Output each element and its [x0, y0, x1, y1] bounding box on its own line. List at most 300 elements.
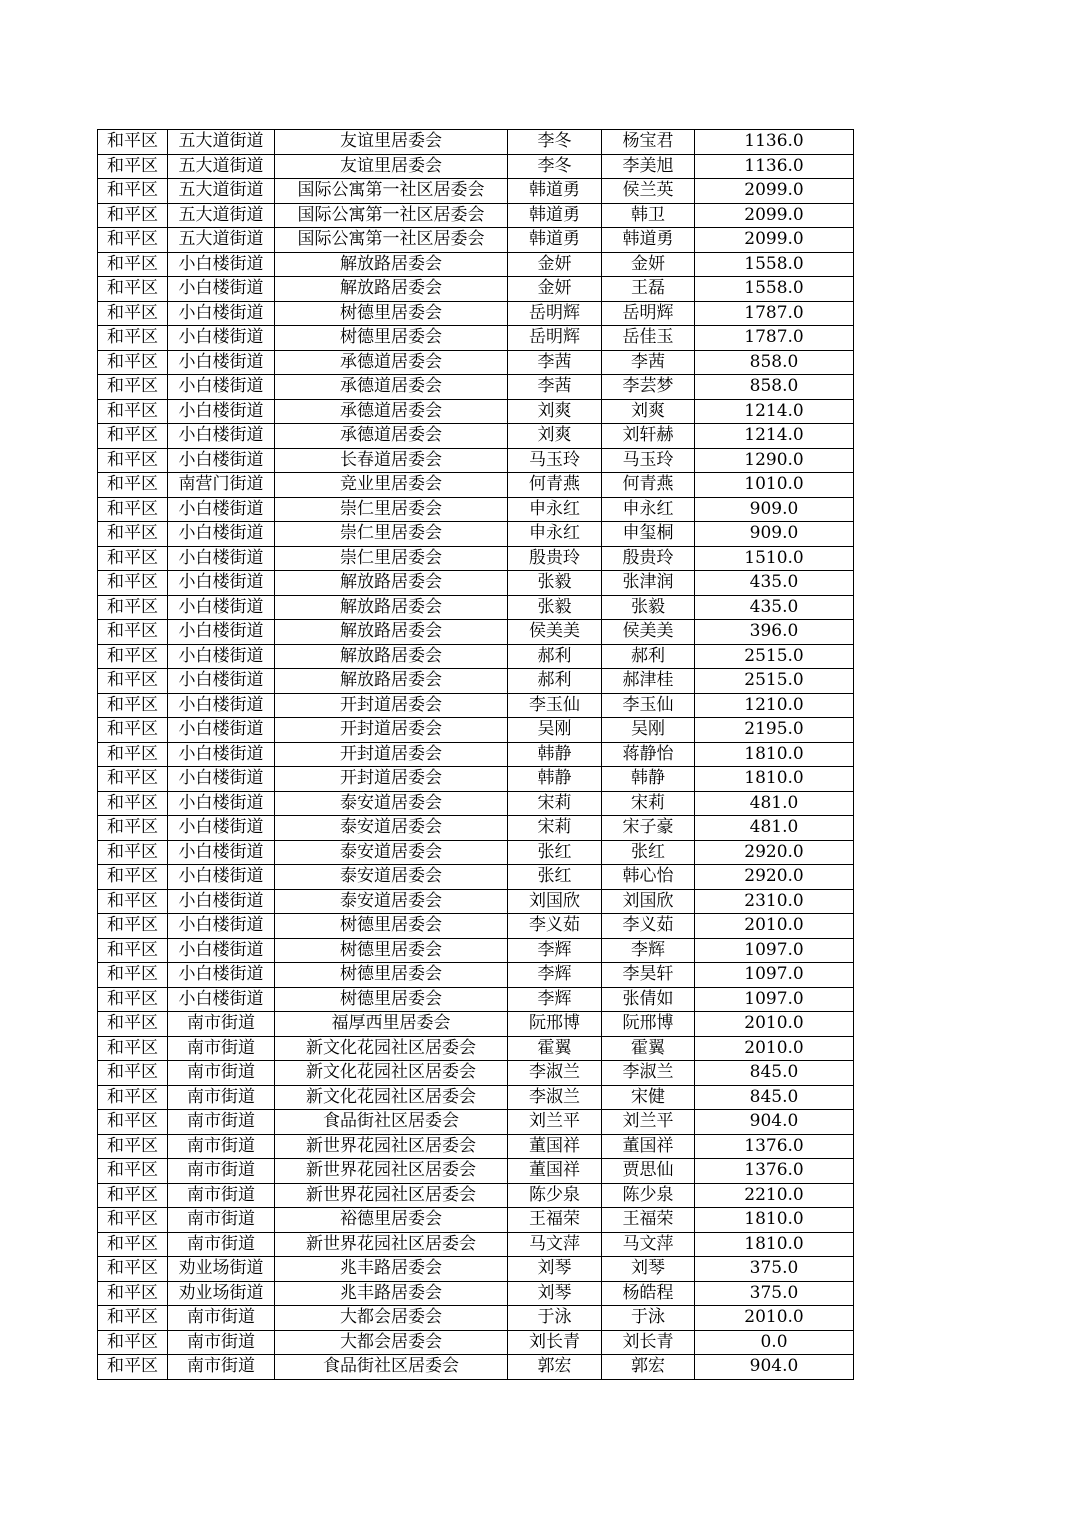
committee-cell: 解放路居委会: [275, 595, 508, 620]
district-cell: 和平区: [98, 571, 168, 596]
amount-cell: 435.0: [695, 595, 854, 620]
street-cell: 小白楼街道: [168, 718, 275, 743]
district-cell: 和平区: [98, 595, 168, 620]
district-cell: 和平区: [98, 399, 168, 424]
member-cell: 蒋静怡: [602, 742, 695, 767]
member-cell: 申玺桐: [602, 522, 695, 547]
district-cell: 和平区: [98, 1036, 168, 1061]
committee-cell: 开封道居委会: [275, 767, 508, 792]
amount-cell: 2099.0: [695, 228, 854, 253]
committee-cell: 解放路居委会: [275, 644, 508, 669]
head-cell: 侯美美: [508, 620, 602, 645]
member-cell: 杨宝君: [602, 130, 695, 155]
member-cell: 张津润: [602, 571, 695, 596]
district-cell: 和平区: [98, 816, 168, 841]
committee-cell: 解放路居委会: [275, 277, 508, 302]
head-cell: 张红: [508, 865, 602, 890]
member-cell: 马玉玲: [602, 448, 695, 473]
committee-cell: 新世界花园社区居委会: [275, 1134, 508, 1159]
district-cell: 和平区: [98, 448, 168, 473]
committee-cell: 解放路居委会: [275, 620, 508, 645]
street-cell: 小白楼街道: [168, 963, 275, 988]
member-cell: 侯美美: [602, 620, 695, 645]
table-row: [98, 350, 854, 375]
amount-cell: 1097.0: [695, 938, 854, 963]
street-cell: 南市街道: [168, 1355, 275, 1380]
amount-cell: 1510.0: [695, 546, 854, 571]
street-cell: 小白楼街道: [168, 693, 275, 718]
district-cell: 和平区: [98, 350, 168, 375]
committee-cell: 长春道居委会: [275, 448, 508, 473]
committee-cell: 崇仁里居委会: [275, 522, 508, 547]
table-row: [98, 301, 854, 326]
head-cell: 刘琴: [508, 1281, 602, 1306]
member-cell: 李芸梦: [602, 375, 695, 400]
committee-cell: 树德里居委会: [275, 914, 508, 939]
committee-cell: 新文化花园社区居委会: [275, 1061, 508, 1086]
head-cell: 刘爽: [508, 424, 602, 449]
committee-cell: 食品街社区居委会: [275, 1355, 508, 1380]
amount-cell: 481.0: [695, 816, 854, 841]
amount-cell: 375.0: [695, 1281, 854, 1306]
amount-cell: 1136.0: [695, 154, 854, 179]
table-row: [98, 1012, 854, 1037]
district-cell: 和平区: [98, 669, 168, 694]
street-cell: 南市街道: [168, 1183, 275, 1208]
committee-cell: 大都会居委会: [275, 1306, 508, 1331]
member-cell: 李义茹: [602, 914, 695, 939]
amount-cell: 1136.0: [695, 130, 854, 155]
district-cell: 和平区: [98, 718, 168, 743]
head-cell: 李义茹: [508, 914, 602, 939]
table-row: [98, 1281, 854, 1306]
head-cell: 韩静: [508, 742, 602, 767]
head-cell: 董国祥: [508, 1134, 602, 1159]
head-cell: 刘琴: [508, 1257, 602, 1282]
amount-cell: 1097.0: [695, 963, 854, 988]
member-cell: 于泳: [602, 1306, 695, 1331]
committee-cell: 承德道居委会: [275, 424, 508, 449]
committee-cell: 泰安道居委会: [275, 791, 508, 816]
member-cell: 刘兰平: [602, 1110, 695, 1135]
member-cell: 韩道勇: [602, 228, 695, 253]
district-cell: 和平区: [98, 546, 168, 571]
head-cell: 张红: [508, 840, 602, 865]
street-cell: 劝业场街道: [168, 1257, 275, 1282]
member-cell: 殷贵玲: [602, 546, 695, 571]
member-cell: 金妍: [602, 252, 695, 277]
street-cell: 小白楼街道: [168, 767, 275, 792]
district-cell: 和平区: [98, 1085, 168, 1110]
street-cell: 小白楼街道: [168, 571, 275, 596]
street-cell: 南营门街道: [168, 473, 275, 498]
member-cell: 侯兰英: [602, 179, 695, 204]
street-cell: 南市街道: [168, 1110, 275, 1135]
district-cell: 和平区: [98, 693, 168, 718]
district-cell: 和平区: [98, 179, 168, 204]
committee-cell: 树德里居委会: [275, 326, 508, 351]
committee-cell: 新文化花园社区居委会: [275, 1085, 508, 1110]
street-cell: 南市街道: [168, 1306, 275, 1331]
member-cell: 马文萍: [602, 1232, 695, 1257]
member-cell: 李美旭: [602, 154, 695, 179]
street-cell: 小白楼街道: [168, 252, 275, 277]
street-cell: 小白楼街道: [168, 987, 275, 1012]
committee-cell: 大都会居委会: [275, 1330, 508, 1355]
table-row: [98, 497, 854, 522]
member-cell: 郝利: [602, 644, 695, 669]
amount-cell: 1214.0: [695, 424, 854, 449]
head-cell: 于泳: [508, 1306, 602, 1331]
amount-cell: 1010.0: [695, 473, 854, 498]
street-cell: 南市街道: [168, 1036, 275, 1061]
committee-cell: 树德里居委会: [275, 938, 508, 963]
head-cell: 郭宏: [508, 1355, 602, 1380]
district-cell: 和平区: [98, 1355, 168, 1380]
amount-cell: 396.0: [695, 620, 854, 645]
street-cell: 小白楼街道: [168, 620, 275, 645]
head-cell: 何青燕: [508, 473, 602, 498]
street-cell: 小白楼街道: [168, 350, 275, 375]
district-cell: 和平区: [98, 938, 168, 963]
member-cell: 宋健: [602, 1085, 695, 1110]
head-cell: 殷贵玲: [508, 546, 602, 571]
member-cell: 张倩如: [602, 987, 695, 1012]
committee-cell: 新文化花园社区居委会: [275, 1036, 508, 1061]
member-cell: 李淑兰: [602, 1061, 695, 1086]
amount-cell: 0.0: [695, 1330, 854, 1355]
head-cell: 金妍: [508, 277, 602, 302]
committee-cell: 承德道居委会: [275, 399, 508, 424]
amount-cell: 1290.0: [695, 448, 854, 473]
member-cell: 王福荣: [602, 1208, 695, 1233]
street-cell: 小白楼街道: [168, 865, 275, 890]
district-cell: 和平区: [98, 473, 168, 498]
district-cell: 和平区: [98, 1330, 168, 1355]
district-cell: 和平区: [98, 1183, 168, 1208]
district-cell: 和平区: [98, 963, 168, 988]
head-cell: 韩静: [508, 767, 602, 792]
committee-cell: 解放路居委会: [275, 252, 508, 277]
street-cell: 小白楼街道: [168, 375, 275, 400]
committee-cell: 兆丰路居委会: [275, 1281, 508, 1306]
street-cell: 五大道街道: [168, 203, 275, 228]
street-cell: 小白楼街道: [168, 889, 275, 914]
street-cell: 五大道街道: [168, 154, 275, 179]
committee-cell: 开封道居委会: [275, 693, 508, 718]
district-cell: 和平区: [98, 840, 168, 865]
committee-cell: 裕德里居委会: [275, 1208, 508, 1233]
table-row: [98, 1134, 854, 1159]
street-cell: 小白楼街道: [168, 669, 275, 694]
table-row: [98, 669, 854, 694]
district-cell: 和平区: [98, 130, 168, 155]
amount-cell: 904.0: [695, 1110, 854, 1135]
table-row: [98, 399, 854, 424]
head-cell: 刘长青: [508, 1330, 602, 1355]
district-cell: 和平区: [98, 889, 168, 914]
committee-cell: 树德里居委会: [275, 987, 508, 1012]
amount-cell: 2920.0: [695, 840, 854, 865]
committee-cell: 泰安道居委会: [275, 816, 508, 841]
street-cell: 五大道街道: [168, 179, 275, 204]
amount-cell: 1810.0: [695, 1208, 854, 1233]
table-row: [98, 742, 854, 767]
district-cell: 和平区: [98, 1061, 168, 1086]
head-cell: 王福荣: [508, 1208, 602, 1233]
table-row: [98, 938, 854, 963]
table-body: [98, 130, 854, 1380]
table-row: [98, 1208, 854, 1233]
table-row: [98, 963, 854, 988]
head-cell: 李冬: [508, 154, 602, 179]
amount-cell: 2099.0: [695, 179, 854, 204]
head-cell: 刘兰平: [508, 1110, 602, 1135]
committee-cell: 新世界花园社区居委会: [275, 1232, 508, 1257]
table-row: [98, 228, 854, 253]
amount-cell: 1376.0: [695, 1159, 854, 1184]
table-row: [98, 326, 854, 351]
amount-cell: 2210.0: [695, 1183, 854, 1208]
table-row: [98, 865, 854, 890]
district-cell: 和平区: [98, 1134, 168, 1159]
district-cell: 和平区: [98, 987, 168, 1012]
member-cell: 郭宏: [602, 1355, 695, 1380]
committee-cell: 泰安道居委会: [275, 840, 508, 865]
head-cell: 李淑兰: [508, 1061, 602, 1086]
table-row: [98, 1061, 854, 1086]
member-cell: 阮邢博: [602, 1012, 695, 1037]
table-row: [98, 473, 854, 498]
table-row: [98, 791, 854, 816]
street-cell: 小白楼街道: [168, 522, 275, 547]
head-cell: 李玉仙: [508, 693, 602, 718]
amount-cell: 1810.0: [695, 1232, 854, 1257]
head-cell: 刘爽: [508, 399, 602, 424]
amount-cell: 2920.0: [695, 865, 854, 890]
head-cell: 霍翼: [508, 1036, 602, 1061]
amount-cell: 2010.0: [695, 914, 854, 939]
table-row: [98, 1159, 854, 1184]
street-cell: 小白楼街道: [168, 497, 275, 522]
head-cell: 岳明辉: [508, 301, 602, 326]
district-cell: 和平区: [98, 522, 168, 547]
data-table: [97, 129, 854, 1380]
district-cell: 和平区: [98, 326, 168, 351]
member-cell: 张红: [602, 840, 695, 865]
table-row: [98, 375, 854, 400]
street-cell: 小白楼街道: [168, 644, 275, 669]
head-cell: 郝利: [508, 644, 602, 669]
head-cell: 陈少泉: [508, 1183, 602, 1208]
street-cell: 小白楼街道: [168, 301, 275, 326]
district-cell: 和平区: [98, 767, 168, 792]
amount-cell: 375.0: [695, 1257, 854, 1282]
member-cell: 韩卫: [602, 203, 695, 228]
committee-cell: 友谊里居委会: [275, 130, 508, 155]
committee-cell: 开封道居委会: [275, 742, 508, 767]
street-cell: 小白楼街道: [168, 595, 275, 620]
table-row: [98, 571, 854, 596]
district-cell: 和平区: [98, 497, 168, 522]
amount-cell: 1558.0: [695, 277, 854, 302]
street-cell: 小白楼街道: [168, 816, 275, 841]
amount-cell: 1376.0: [695, 1134, 854, 1159]
committee-cell: 泰安道居委会: [275, 889, 508, 914]
committee-cell: 国际公寓第一社区居委会: [275, 203, 508, 228]
table-row: [98, 203, 854, 228]
committee-cell: 竞业里居委会: [275, 473, 508, 498]
committee-cell: 崇仁里居委会: [275, 546, 508, 571]
district-cell: 和平区: [98, 1110, 168, 1135]
district-cell: 和平区: [98, 1159, 168, 1184]
table-row: [98, 1330, 854, 1355]
table-row: [98, 914, 854, 939]
committee-cell: 新世界花园社区居委会: [275, 1159, 508, 1184]
table-row: [98, 595, 854, 620]
head-cell: 董国祥: [508, 1159, 602, 1184]
street-cell: 小白楼街道: [168, 840, 275, 865]
amount-cell: 1810.0: [695, 767, 854, 792]
head-cell: 马文萍: [508, 1232, 602, 1257]
member-cell: 宋子豪: [602, 816, 695, 841]
head-cell: 李茜: [508, 375, 602, 400]
member-cell: 刘国欣: [602, 889, 695, 914]
table-row: [98, 424, 854, 449]
district-cell: 和平区: [98, 1208, 168, 1233]
table-row: [98, 546, 854, 571]
amount-cell: 858.0: [695, 350, 854, 375]
table-row: [98, 179, 854, 204]
member-cell: 刘琴: [602, 1257, 695, 1282]
district-cell: 和平区: [98, 1306, 168, 1331]
committee-cell: 承德道居委会: [275, 350, 508, 375]
head-cell: 宋莉: [508, 791, 602, 816]
table-row: [98, 1036, 854, 1061]
table-row: [98, 1232, 854, 1257]
street-cell: 南市街道: [168, 1085, 275, 1110]
street-cell: 劝业场街道: [168, 1281, 275, 1306]
table-row: [98, 840, 854, 865]
committee-cell: 树德里居委会: [275, 963, 508, 988]
member-cell: 杨皓程: [602, 1281, 695, 1306]
table-row: [98, 889, 854, 914]
street-cell: 小白楼街道: [168, 326, 275, 351]
member-cell: 李茜: [602, 350, 695, 375]
street-cell: 南市街道: [168, 1208, 275, 1233]
district-cell: 和平区: [98, 644, 168, 669]
amount-cell: 2010.0: [695, 1036, 854, 1061]
committee-cell: 国际公寓第一社区居委会: [275, 179, 508, 204]
head-cell: 宋莉: [508, 816, 602, 841]
table-row: [98, 154, 854, 179]
head-cell: 李淑兰: [508, 1085, 602, 1110]
head-cell: 郝利: [508, 669, 602, 694]
head-cell: 张毅: [508, 595, 602, 620]
street-cell: 小白楼街道: [168, 791, 275, 816]
committee-cell: 新世界花园社区居委会: [275, 1183, 508, 1208]
member-cell: 刘轩赫: [602, 424, 695, 449]
district-cell: 和平区: [98, 424, 168, 449]
street-cell: 南市街道: [168, 1061, 275, 1086]
street-cell: 小白楼街道: [168, 277, 275, 302]
committee-cell: 泰安道居委会: [275, 865, 508, 890]
amount-cell: 845.0: [695, 1085, 854, 1110]
member-cell: 刘爽: [602, 399, 695, 424]
member-cell: 何青燕: [602, 473, 695, 498]
street-cell: 小白楼街道: [168, 448, 275, 473]
amount-cell: 2099.0: [695, 203, 854, 228]
street-cell: 南市街道: [168, 1134, 275, 1159]
table-row: [98, 522, 854, 547]
head-cell: 申永红: [508, 497, 602, 522]
table-row: [98, 252, 854, 277]
table-row: [98, 130, 854, 155]
committee-cell: 福厚西里居委会: [275, 1012, 508, 1037]
district-cell: 和平区: [98, 203, 168, 228]
amount-cell: 858.0: [695, 375, 854, 400]
district-cell: 和平区: [98, 914, 168, 939]
head-cell: 韩道勇: [508, 228, 602, 253]
table-row: [98, 718, 854, 743]
member-cell: 董国祥: [602, 1134, 695, 1159]
amount-cell: 1787.0: [695, 326, 854, 351]
district-cell: 和平区: [98, 228, 168, 253]
amount-cell: 1214.0: [695, 399, 854, 424]
member-cell: 李辉: [602, 938, 695, 963]
district-cell: 和平区: [98, 742, 168, 767]
amount-cell: 1787.0: [695, 301, 854, 326]
district-cell: 和平区: [98, 301, 168, 326]
amount-cell: 1558.0: [695, 252, 854, 277]
amount-cell: 2310.0: [695, 889, 854, 914]
amount-cell: 909.0: [695, 497, 854, 522]
amount-cell: 2515.0: [695, 669, 854, 694]
head-cell: 李茜: [508, 350, 602, 375]
table-row: [98, 620, 854, 645]
member-cell: 李玉仙: [602, 693, 695, 718]
district-cell: 和平区: [98, 1281, 168, 1306]
head-cell: 吴刚: [508, 718, 602, 743]
amount-cell: 481.0: [695, 791, 854, 816]
committee-cell: 树德里居委会: [275, 301, 508, 326]
member-cell: 韩心怡: [602, 865, 695, 890]
amount-cell: 845.0: [695, 1061, 854, 1086]
head-cell: 李辉: [508, 938, 602, 963]
table-row: [98, 448, 854, 473]
head-cell: 阮邢博: [508, 1012, 602, 1037]
district-cell: 和平区: [98, 620, 168, 645]
street-cell: 五大道街道: [168, 228, 275, 253]
amount-cell: 2010.0: [695, 1012, 854, 1037]
table-row: [98, 1110, 854, 1135]
table-row: [98, 1257, 854, 1282]
member-cell: 韩静: [602, 767, 695, 792]
committee-cell: 开封道居委会: [275, 718, 508, 743]
member-cell: 岳明辉: [602, 301, 695, 326]
amount-cell: 2010.0: [695, 1306, 854, 1331]
head-cell: 金妍: [508, 252, 602, 277]
district-cell: 和平区: [98, 277, 168, 302]
table-row: [98, 693, 854, 718]
head-cell: 申永红: [508, 522, 602, 547]
street-cell: 南市街道: [168, 1330, 275, 1355]
head-cell: 韩道勇: [508, 179, 602, 204]
head-cell: 马玉玲: [508, 448, 602, 473]
head-cell: 李辉: [508, 963, 602, 988]
district-cell: 和平区: [98, 375, 168, 400]
member-cell: 郝津桂: [602, 669, 695, 694]
